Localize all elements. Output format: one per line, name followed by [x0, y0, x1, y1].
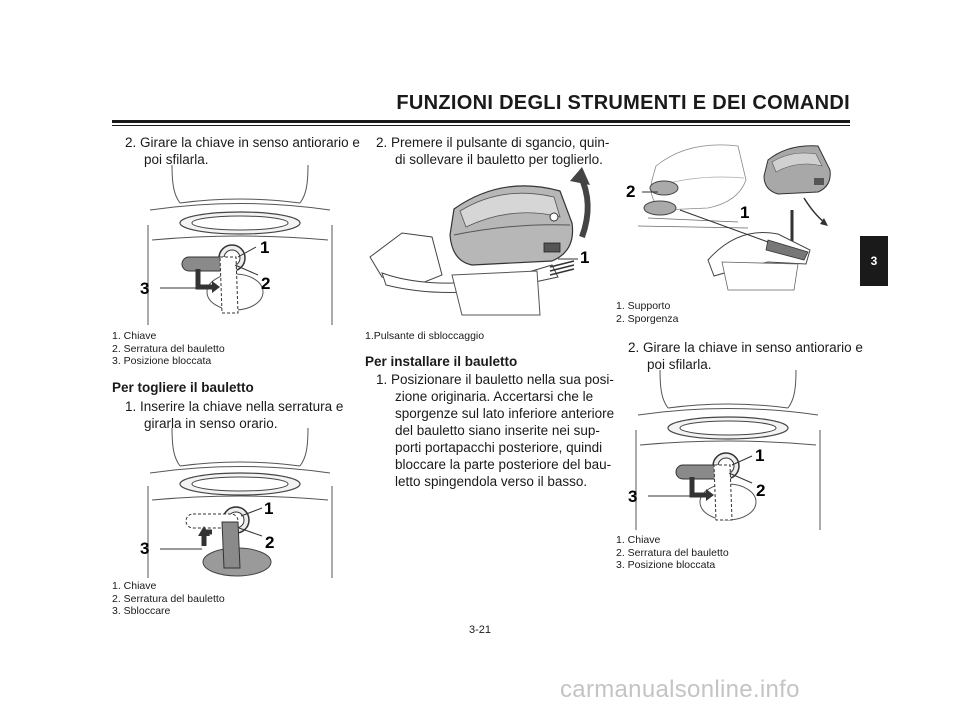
- step-text: di sollevare il bauletto per toglierlo.: [395, 152, 603, 167]
- fig1-caption: 1. Chiave 2. Serratura del bauletto 3. Posizione bloccata: [112, 330, 225, 367]
- callout-2: 2: [626, 182, 636, 201]
- topcase-figure: [362, 165, 602, 330]
- lock-figure-3: [628, 370, 828, 530]
- fig5-caption: 1. Chiave 2. Serratura del bauletto 3. Posizione bloccata: [616, 534, 729, 571]
- callout-2: 2: [265, 533, 275, 552]
- install-heading: Per installare il bauletto: [365, 354, 518, 369]
- fig3-caption: 1.Pulsante di sbloccaggio: [365, 330, 485, 342]
- step-number: 2.: [628, 340, 640, 355]
- chapter-tab[interactable]: 3: [860, 236, 888, 286]
- callout-1: 1: [740, 203, 750, 222]
- step-number: 1.: [125, 399, 137, 414]
- step-text: bloccare la parte posteriore del bau-: [395, 457, 612, 472]
- step-text: porti portapacchi posteriore, quindi: [395, 440, 603, 455]
- col1-step2: [125, 134, 374, 168]
- step-text: poi sfilarla.: [647, 357, 712, 372]
- lock-figure-1: [140, 165, 340, 325]
- col1-step1: [125, 398, 374, 432]
- callout-1: 1: [264, 499, 274, 518]
- header-rule-thin: [112, 125, 850, 126]
- step-text: girarla in senso orario.: [144, 416, 278, 431]
- step-number: 2.: [125, 135, 137, 150]
- callout-3: 3: [140, 279, 150, 298]
- remove-heading: Per togliere il bauletto: [112, 380, 254, 395]
- callout-1: 1: [580, 248, 590, 267]
- step-text: sporgenze sul lato inferiore anteriore: [395, 406, 615, 421]
- page-title: FUNZIONI DEGLI STRUMENTI E DEI COMANDI: [396, 92, 850, 114]
- callout-3: 3: [628, 487, 638, 506]
- fig2-caption: 1. Chiave 2. Serratura del bauletto 3. Sbloccare: [112, 580, 225, 617]
- fig4-caption: 1. Supporto 2. Sporgenza: [616, 300, 679, 325]
- callout-3: 3: [140, 539, 150, 558]
- col2-step1: [376, 371, 619, 490]
- watermark: carmanualsonline.info: [560, 676, 800, 703]
- step-text: Inserire la chiave nella serratura e: [140, 399, 344, 414]
- step-number: 1.: [376, 372, 388, 387]
- step-text: Girare la chiave in senso antiorario e: [140, 135, 360, 150]
- step-text: letto spingendola verso il basso.: [395, 474, 588, 489]
- step-text: Posizionare il bauletto nella sua posi-: [391, 372, 614, 387]
- callout-2: 2: [261, 274, 271, 293]
- step-text: del bauletto siano inserite nei sup-: [395, 423, 600, 438]
- step-text: zione originaria. Accertarsi che le: [395, 389, 594, 404]
- page-number: 3-21: [468, 624, 492, 636]
- callout-1: 1: [260, 238, 270, 257]
- col2-step2: [376, 134, 625, 168]
- header-rule: [112, 120, 850, 123]
- step-text: Premere il pulsante di sgancio, quin-: [391, 135, 610, 150]
- step-text: Girare la chiave in senso antiorario e: [643, 340, 863, 355]
- lock-figure-2: [140, 428, 340, 578]
- col3-step2: [628, 339, 877, 373]
- mount-figure: [618, 130, 850, 298]
- step-number: 2.: [376, 135, 388, 150]
- callout-2: 2: [756, 481, 766, 500]
- callout-1: 1: [755, 446, 765, 465]
- step-text: poi sfilarla.: [144, 152, 209, 167]
